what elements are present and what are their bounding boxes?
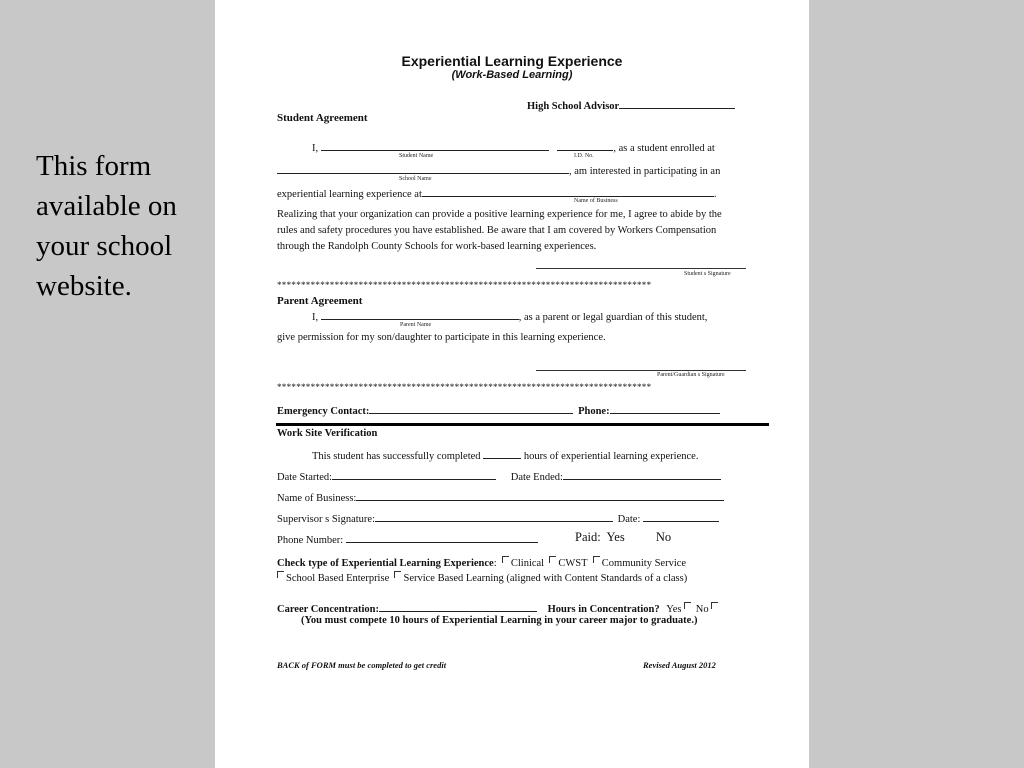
parent-agreement-heading: Parent Agreement xyxy=(277,295,363,307)
form-title: Experiential Learning Experience xyxy=(401,53,623,69)
footer-note: BACK of FORM must be completed to get credit xyxy=(277,660,447,670)
school-name-caption: School Name xyxy=(399,176,432,182)
emergency-contact-line: Emergency Contact: Phone: xyxy=(277,403,720,417)
parent-signature-line xyxy=(536,370,746,371)
form-subtitle: (Work-Based Learning) xyxy=(451,69,573,81)
advisor-label: High School Advisor xyxy=(527,98,735,112)
hours-yes-checkbox[interactable] xyxy=(684,602,691,609)
form-page xyxy=(215,0,809,768)
agreement-line-3: through the Randolph County Schools for work-based learning experiences. xyxy=(277,241,597,252)
work-site-heading: Work Site Verification xyxy=(277,428,378,439)
permission-line: give permission for my son/daughter to participate in this learning experience. xyxy=(277,332,606,343)
school-line: , am interested in participating in an xyxy=(277,163,720,177)
agreement-line-2: rules and safety procedures you have established. Be aware that I am covered by Workers Compensation xyxy=(277,225,717,236)
parent-line: I, , as a parent or legal guardian of this student, xyxy=(312,309,707,323)
experience-type-line-2: School Based Enterprise Service Based Learning (aligned with Content Standards of a class) xyxy=(277,571,687,584)
service-learning-checkbox[interactable] xyxy=(394,571,401,578)
student-line: I, , as a student enrolled at xyxy=(312,140,715,154)
hours-completed-line: This student has successfully completed hours of experiential learning experience. xyxy=(312,448,698,462)
student-signature-line xyxy=(536,268,746,269)
clinical-checkbox[interactable] xyxy=(502,556,509,563)
parent-name-caption: Parent Name xyxy=(400,322,432,328)
revision-date: Revised August 2012 xyxy=(643,660,716,670)
business-line: experiential learning experience at . xyxy=(277,186,717,200)
supervisor-line: Supervisor s Signature: Date: xyxy=(277,511,719,525)
hours-no-checkbox[interactable] xyxy=(711,602,718,609)
experience-type-line: Check type of Experiential Learning Experience: Clinical CWST Community Service xyxy=(277,558,687,569)
student-name-caption: Student Name xyxy=(399,153,434,159)
paid-options: Paid: Yes No xyxy=(575,530,672,544)
business-caption: Name of Business xyxy=(574,198,618,204)
business-name-line: Name of Business: xyxy=(277,490,724,504)
id-caption: I.D. No. xyxy=(574,153,594,159)
graduation-requirement: (You must compete 10 hours of Experiential Learning in your career major to graduate.) xyxy=(301,615,698,626)
agreement-line-1: Realizing that your organization can provide a positive learning experience for me, I agree to abide by the xyxy=(277,209,722,220)
cwst-checkbox[interactable] xyxy=(549,556,556,563)
separator-stars-1: ****************************************************************************** xyxy=(277,280,652,290)
career-concentration-line: Career Concentration: Hours in Concentration? Yes No xyxy=(277,601,720,615)
separator-stars-2: ****************************************************************************** xyxy=(277,382,652,392)
phone-number-line: Phone Number: xyxy=(277,532,538,546)
school-enterprise-checkbox[interactable] xyxy=(277,571,284,578)
student-agreement-heading: Student Agreement xyxy=(277,112,368,124)
dates-line: Date Started: Date Ended: xyxy=(277,469,721,483)
student-signature-caption: Student s Signature xyxy=(684,271,731,277)
parent-signature-caption: Parent/Guardian s Signature xyxy=(657,372,725,378)
slide-caption: This form available on your school website. xyxy=(36,150,177,302)
section-divider xyxy=(276,423,769,426)
community-service-checkbox[interactable] xyxy=(593,556,600,563)
